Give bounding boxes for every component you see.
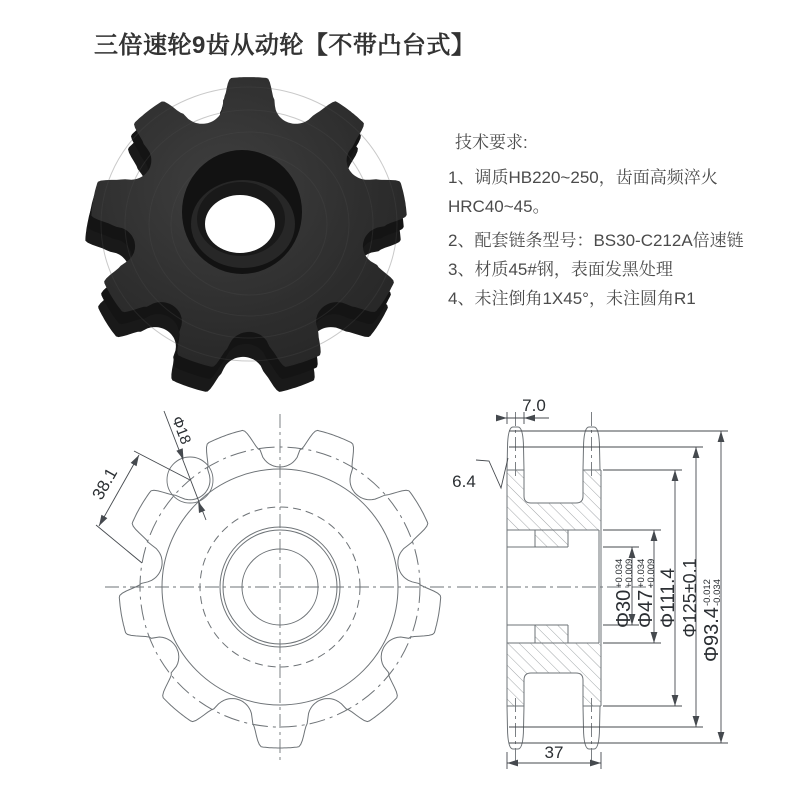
tip-dia-label-g [680, 558, 700, 637]
roller-dia-label: Φ18 [168, 413, 195, 447]
arrowhead [131, 453, 142, 466]
pitch-ext-line-2 [96, 525, 142, 563]
bore-dim-label: Φ30 [613, 589, 635, 628]
tech-line-2: 2、配套链条型号：BS30-C212A倍速链 [448, 231, 744, 250]
arrowhead [496, 415, 507, 422]
pitch-tol-upper: -0.012 [702, 579, 713, 606]
pitch-dia-label: Φ93.4 [701, 607, 723, 662]
counterbore-tol-lower: +0.009 [646, 558, 657, 588]
page-title: 三倍速轮9齿从动轮【不带凸台式】 [94, 32, 476, 59]
flange-dia-label-g [658, 568, 679, 628]
arrowhead [672, 470, 679, 481]
product-photo [85, 77, 406, 392]
tech-heading: 技术要求: [455, 133, 528, 152]
pitch-tol-lower: -0.034 [712, 579, 723, 606]
arrowhead [718, 431, 725, 442]
tech-line-1: 1、调质HB220~250，齿面高频淬火 [448, 168, 718, 187]
surface-roughness-label: 6.4 [452, 472, 476, 491]
arrowhead [629, 547, 636, 558]
bore-dim-label-g [613, 559, 635, 628]
chain-pitch-label: 38.1 [88, 464, 122, 503]
tech-line-3: 3、材质45#钢，表面发黑处理 [448, 260, 673, 279]
arrowhead [651, 632, 658, 643]
arrowhead [693, 447, 700, 458]
surface-finish-icon [476, 458, 508, 488]
chain-pitch-label-g [88, 465, 121, 503]
section-hatching [507, 470, 601, 706]
counterbore-dim-label: Φ47 [635, 589, 657, 628]
arrowhead [507, 760, 518, 767]
counterbore-dim-label-g [635, 559, 657, 628]
hub-width-label: 37 [544, 743, 564, 762]
arrowhead [718, 732, 725, 743]
arrowhead [672, 695, 679, 706]
arrowhead [176, 448, 186, 461]
bore-tol-lower: +0.009 [624, 558, 635, 588]
tooth-width-label: 7.0 [522, 396, 546, 415]
arrowhead [96, 515, 107, 528]
tech-line-4: 4、未注倒角1X45°，未注圆角R1 [448, 289, 696, 308]
pitch-dia-label-g [701, 579, 723, 662]
tip-dia-label: Φ125±0.1 [680, 558, 700, 638]
tech-line-1b: HRC40~45。 [448, 197, 550, 216]
arrowhead [590, 760, 601, 767]
centerlines [105, 414, 452, 760]
bore-tol-upper: +0.034 [614, 558, 625, 588]
front-view-drawing [105, 414, 452, 760]
flange-dia-label: Φ111.4 [658, 568, 679, 628]
counterbore-tol-upper: +0.034 [636, 558, 647, 588]
center-bore [182, 150, 302, 274]
arrowhead [651, 530, 658, 541]
arrowhead [524, 415, 535, 422]
arrowhead [693, 716, 700, 727]
